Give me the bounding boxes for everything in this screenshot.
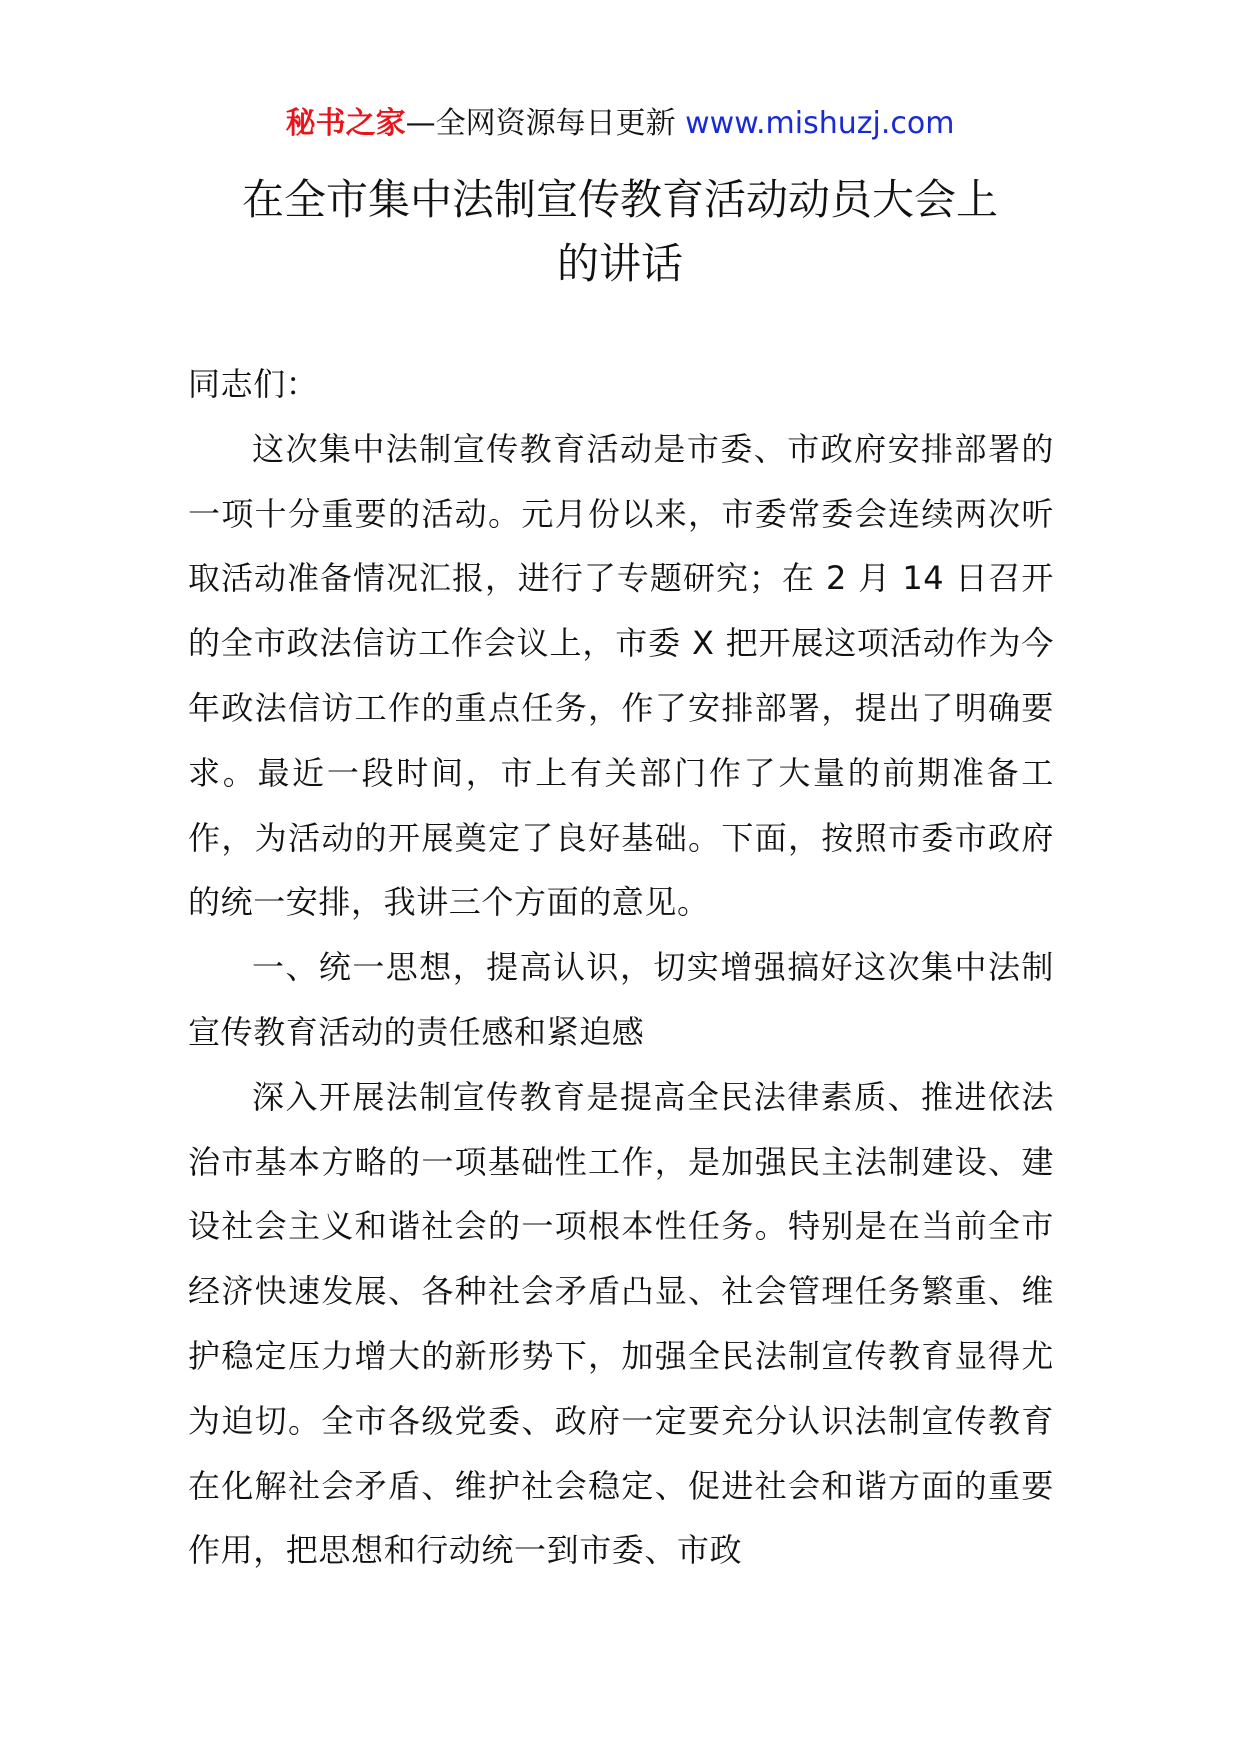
salutation: 同志们： <box>188 365 319 403</box>
brand-name: 秘书之家 <box>285 106 406 141</box>
banner-slogan: —全网资源每日更新 <box>405 106 676 141</box>
document-body <box>188 352 1054 1583</box>
source-banner <box>0 104 1240 144</box>
section-heading-1: 一、统一思想，提高认识，切实增强搞好这次集中法制宣传教育活动的责任感和紧迫感 <box>188 948 1054 1051</box>
body-paragraph-1: 这次集中法制宣传教育活动是市委、市政府安排部署的一项十分重要的活动。元月份以来，市委常委会连续两次听取活动准备情况汇报，进行了专题研究；在 2 月 14 日召开的全市政法信访工作会议上，市委 X 把开展这项活动作为今年政法信访工作的重点任务，作了安排部署，提出了明确要求。最近一段时间，市上有关部门作了大量的前期准备工作，为活动的开展奠定了良好基础。下面，按照市委市政府的统一安排，我讲三个方面的意见。 <box>188 429 1054 922</box>
website-link[interactable]: www.mishuzj.com <box>685 106 955 141</box>
document-title <box>0 168 1240 296</box>
title-line-2: 的讲话 <box>556 239 683 288</box>
body-paragraph-2: 深入开展法制宣传教育是提高全民法律素质、推进依法治市基本方略的一项基础性工作，是加强民主法制建设、建设社会主义和谐社会的一项根本性任务。特别是在当前全市经济快速发展、各种社会矛盾凸显、社会管理任务繁重、维护稳定压力增大的新形势下，加强全民法制宣传教育显得尤为迫切。全市各级党委、政府一定要充分认识法制宣传教育在化解社会矛盾、维护社会稳定、促进社会和谐方面的重要作用，把思想和行动统一到市委、市政 <box>188 1077 1054 1570</box>
title-line-1: 在全市集中法制宣传教育活动动员大会上 <box>241 175 998 224</box>
